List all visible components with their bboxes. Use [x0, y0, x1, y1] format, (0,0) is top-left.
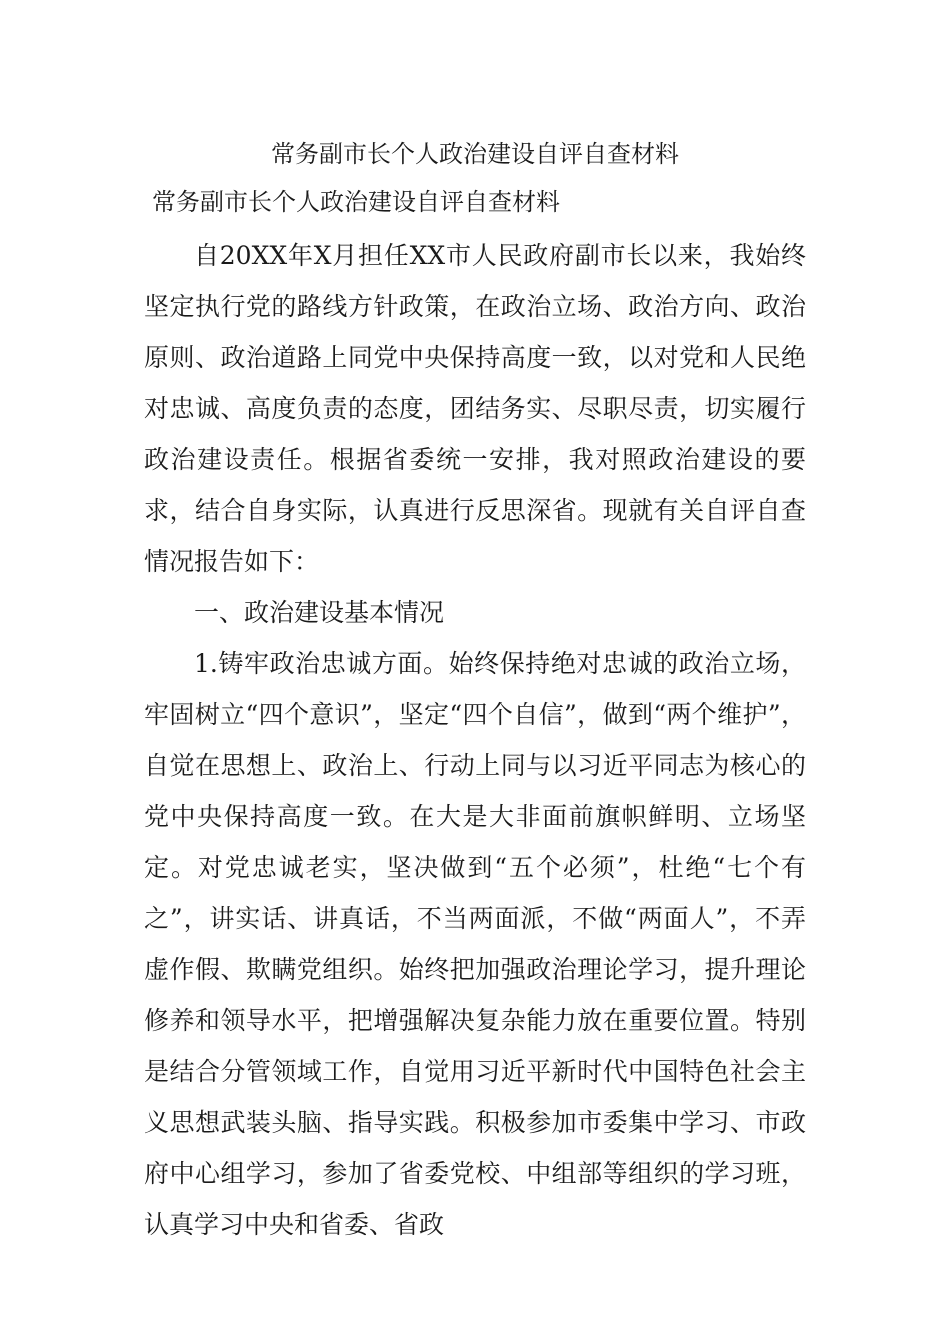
paragraph-political-loyalty: 1.铸牢政治忠诚方面。始终保持绝对忠诚的政治立场，牢固树立“四个意识”，坚定“四个自信”，做到“两个维护”，自觉在思想上、政治上、行动上同与以习近平同志为核心的党中央保持高度一致。在大是大非面前旗帜鲜明、立场坚定。对党忠诚老实，坚决做到“五个必须”，杜绝“七个有之”，讲实话、讲真话，不当两面派，不做“两面人”，不弄虚作假、欺瞒党组织。始终把加强政治理论学习，提升理论修养和领导水平，把增强解决复杂能力放在重要位置。特别是结合分管领域工作，自觉用习近平新时代中国特色社会主义思想武装头脑、指导实践。积极参加市委集中学习、市政府中心组学习，参加了省委党校、中组部等组织的学习班，认真学习中央和省委、省政	[144, 649, 806, 1239]
document-body	[144, 230, 806, 1250]
document-title: 常务副市长个人政治建设自评自查材料	[271, 140, 679, 168]
section-heading: 一、政治建设基本情况	[194, 598, 445, 627]
document-subtitle: 常务副市长个人政治建设自评自查材料	[152, 188, 560, 216]
paragraph-intro: 自20XX年X月担任XX市人民政府副市长以来，我始终坚定执行党的路线方针政策，在政治立场、政治方向、政治原则、政治道路上同党中央保持高度一致，以对党和人民绝对忠诚、高度负责的态度，团结务实、尽职尽责，切实履行政治建设责任。根据省委统一安排，我对照政治建设的要求，结合自身实际，认真进行反思深省。现就有关自评自查情况报告如下：	[144, 241, 806, 576]
